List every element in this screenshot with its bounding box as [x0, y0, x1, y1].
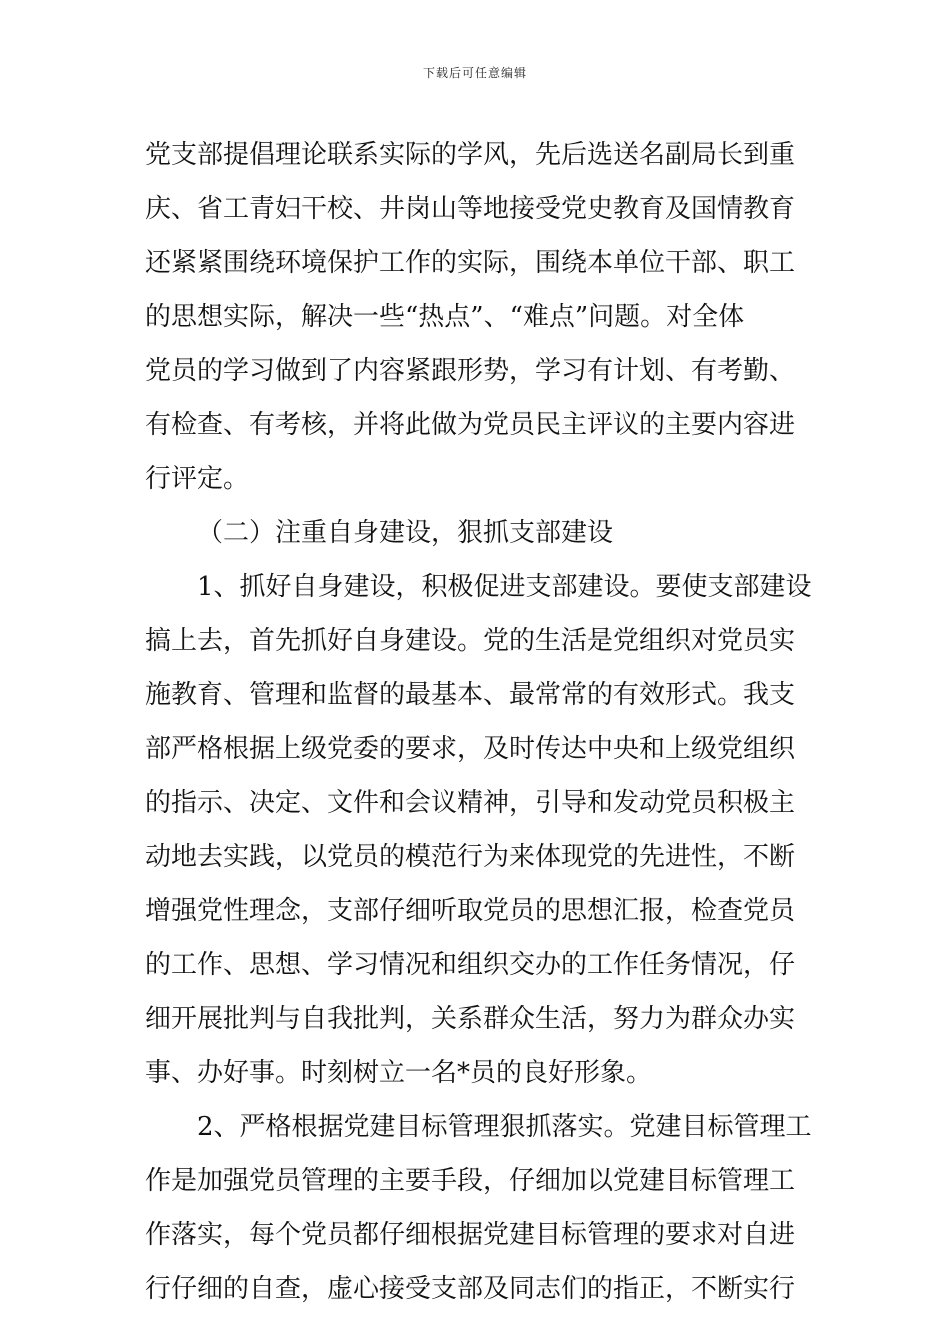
- text-line: 部严格根据上级党委的要求，及时传达中央和上级党组织: [145, 734, 796, 764]
- text-line: 细开展批判与自我批判，关系群众生活，努力为群众办实: [145, 1004, 796, 1034]
- text-line: 作落实，每个党员都仔细根据党建目标管理的要求对自进: [145, 1220, 796, 1250]
- text-line: 的思想实际，解决一些“热点”、“难点”问题。对全体: [145, 302, 745, 332]
- section-heading: （二）注重自身建设，狠抓支部建设: [197, 518, 614, 548]
- text-line: 党支部提倡理论联系实际的学风，先后选送名副局长到重: [145, 140, 796, 170]
- text-line: 搞上去，首先抓好自身建设。党的生活是党组织对党员实: [145, 626, 796, 656]
- text-line: 的工作、思想、学习情况和组织交办的工作任务情况，仔: [145, 950, 796, 980]
- text-line: 党员的学习做到了内容紧跟形势，学习有计划、有考勤、: [145, 356, 796, 386]
- text-line: 事、办好事。时刻树立一名*员的良好形象。: [145, 1058, 653, 1088]
- text-line: 1、抓好自身建设，积极促进支部建设。要使支部建设: [197, 572, 812, 602]
- text-line: 作是加强党员管理的主要手段，仔细加以党建目标管理工: [145, 1166, 796, 1196]
- text-line: 有检查、有考核，并将此做为党员民主评议的主要内容进: [145, 410, 796, 440]
- text-line: 增强党性理念，支部仔细听取党员的思想汇报，检查党员: [145, 896, 796, 926]
- text-line: 行评定。: [145, 464, 250, 494]
- text-line: 的指示、决定、文件和会议精神，引导和发动党员积极主: [145, 788, 796, 818]
- text-line: 庆、省工青妇干校、井岗山等地接受党史教育及国情教育: [145, 194, 796, 224]
- text-line: 2、严格根据党建目标管理狠抓落实。党建目标管理工: [197, 1112, 812, 1142]
- text-line: 动地去实践，以党员的模范行为来体现党的先进性，不断: [145, 842, 796, 872]
- page-header: 下载后可任意编辑: [422, 66, 527, 80]
- text-line: 行仔细的自查，虚心接受支部及同志们的指正，不断实行: [145, 1274, 796, 1304]
- text-line: 施教育、管理和监督的最基本、最常常的有效形式。我支: [145, 680, 796, 710]
- text-line: 还紧紧围绕环境保护工作的实际，围绕本单位干部、职工: [145, 248, 796, 278]
- body-text: [145, 128, 810, 1316]
